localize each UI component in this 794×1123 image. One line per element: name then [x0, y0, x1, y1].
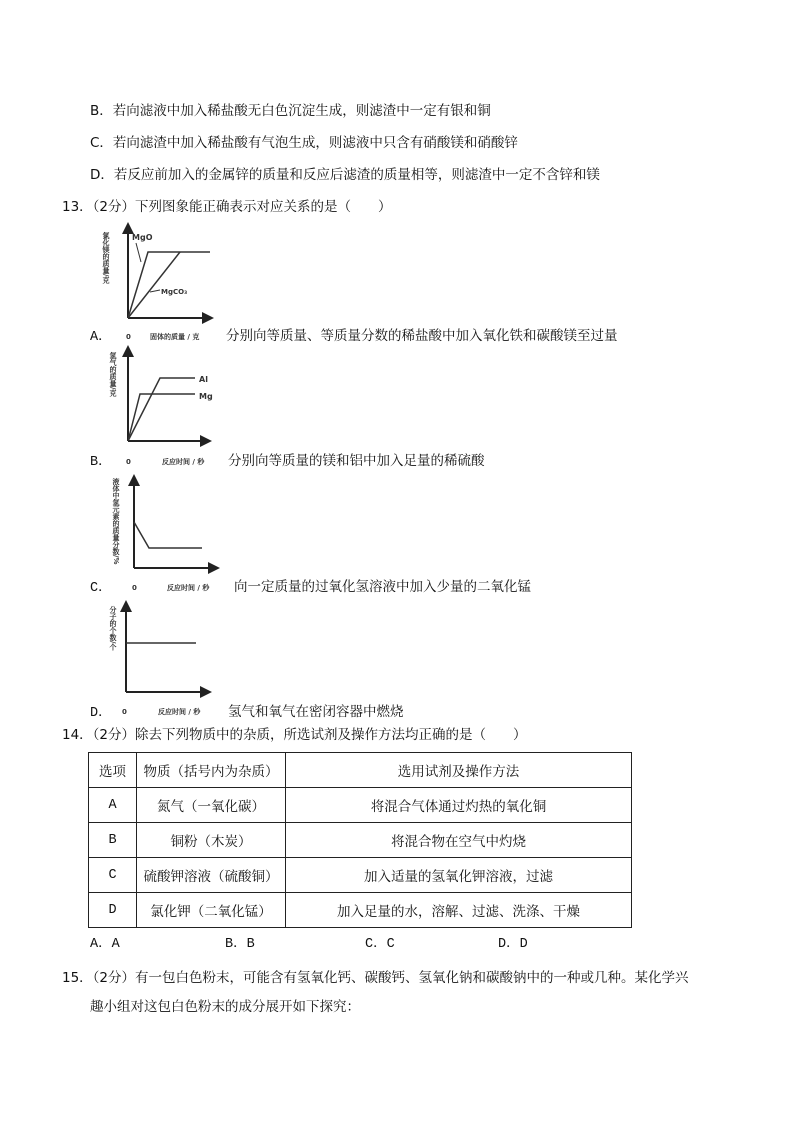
y-axis-label: 氢气的质量/克 — [109, 352, 117, 397]
series-label: MgCO₃ — [161, 288, 188, 296]
option-caption-b: 分别向等质量的镁和铝中加入足量的稀硫酸 — [228, 453, 485, 469]
graph-c — [112, 476, 219, 592]
origin-label: 0 — [126, 458, 131, 466]
cell: B — [89, 823, 137, 858]
y-axis-label: 液体中氢元素的质量分数/% — [112, 478, 120, 565]
cell: D — [89, 893, 137, 928]
x-axis-label: 反应时间 / 秒 — [167, 584, 210, 592]
header-cell: 物质（括号内为杂质） — [137, 753, 286, 788]
graph-a — [102, 224, 213, 341]
cell: A — [89, 788, 137, 823]
header-cell: 选项 — [89, 753, 137, 788]
answer-b: B．B — [225, 937, 255, 952]
option-letter-c: C． — [90, 581, 112, 596]
cell: 加入足量的水，溶解、过滤、洗涤、干燥 — [286, 893, 632, 928]
answer-c: C．C — [365, 937, 395, 952]
q13-stem: 13．（2分）下列图象能正确表示对应关系的是（ ） — [62, 199, 392, 215]
q15-stem-line1: 15．（2分）有一包白色粉末，可能含有氢氧化钙、碳酸钙、氢氧化钠和碳酸钠中的一种或几种。某化学兴 — [62, 970, 689, 986]
option-caption-c: 向一定质量的过氧化氢溶液中加入少量的二氧化锰 — [234, 579, 531, 595]
option-letter-d: D． — [90, 706, 112, 721]
series-line-al — [128, 378, 195, 441]
table-row — [89, 893, 632, 928]
series-label: Mg — [199, 392, 213, 401]
q12-option-c: C．若向滤渣中加入稀盐酸有气泡生成，则滤液中只含有硝酸镁和硝酸锌 — [90, 135, 518, 151]
q15-stem-line2: 趣小组对这包白色粉末的成分展开如下探究： — [90, 999, 360, 1015]
series-label: Al — [199, 375, 208, 384]
option-letter-b: B． — [90, 455, 112, 470]
cell: 将混合物在空气中灼烧 — [286, 823, 632, 858]
cell: 铜粉（木炭） — [137, 823, 286, 858]
answer-d: D．D — [498, 937, 528, 952]
cell: 氯化钾（二氧化锰） — [137, 893, 286, 928]
cell: C — [89, 858, 137, 893]
cell: 氮气（一氧化碳） — [137, 788, 286, 823]
cell: 加入适量的氢氧化钾溶液，过滤 — [286, 858, 632, 893]
table-header-row — [89, 753, 632, 788]
series-line-mg — [128, 394, 195, 441]
answer-a: A．A — [90, 937, 120, 952]
q14-table — [88, 752, 632, 928]
header-cell: 选用试剂及操作方法 — [286, 753, 632, 788]
cell: 硫酸钾溶液（硫酸铜） — [137, 858, 286, 893]
option-caption-a: 分别向等质量、等质量分数的稀盐酸中加入氧化铁和碳酸镁至过量 — [226, 328, 618, 344]
origin-label: 0 — [122, 708, 127, 716]
x-axis-label: 反应时间 / 秒 — [158, 708, 201, 716]
origin-label: 0 — [126, 333, 131, 341]
q12-option-d: D．若反应前加入的金属锌的质量和反应后滤渣的质量相等，则滤渣中一定不含锌和镁 — [90, 167, 600, 183]
table-row — [89, 823, 632, 858]
q12-option-b: B．若向滤液中加入稀盐酸无白色沉淀生成，则滤渣中一定有银和铜 — [90, 103, 491, 119]
series-label: MgO — [132, 233, 153, 242]
y-axis-label: 分子的个数/个 — [109, 606, 117, 651]
x-axis-label: 固体的质量 / 克 — [150, 333, 200, 341]
graph-d — [109, 602, 210, 716]
q14-stem: 14．（2分）除去下列物质中的杂质，所选试剂及操作方法均正确的是（ ） — [62, 727, 527, 743]
table-row — [89, 788, 632, 823]
y-axis-label: 氯化镁的质量/克 — [102, 232, 110, 284]
option-caption-d: 氢气和氧气在密闭容器中燃烧 — [228, 704, 404, 720]
graph-b — [109, 347, 213, 466]
series-line — [134, 522, 202, 548]
table-row — [89, 858, 632, 893]
option-letter-a: A． — [90, 330, 112, 345]
origin-label: 0 — [132, 584, 137, 592]
series-line-mgo — [128, 252, 210, 318]
cell: 将混合气体通过灼热的氧化铜 — [286, 788, 632, 823]
x-axis-label: 反应时间 / 秒 — [162, 458, 205, 466]
series-line-mgco3 — [128, 252, 180, 318]
